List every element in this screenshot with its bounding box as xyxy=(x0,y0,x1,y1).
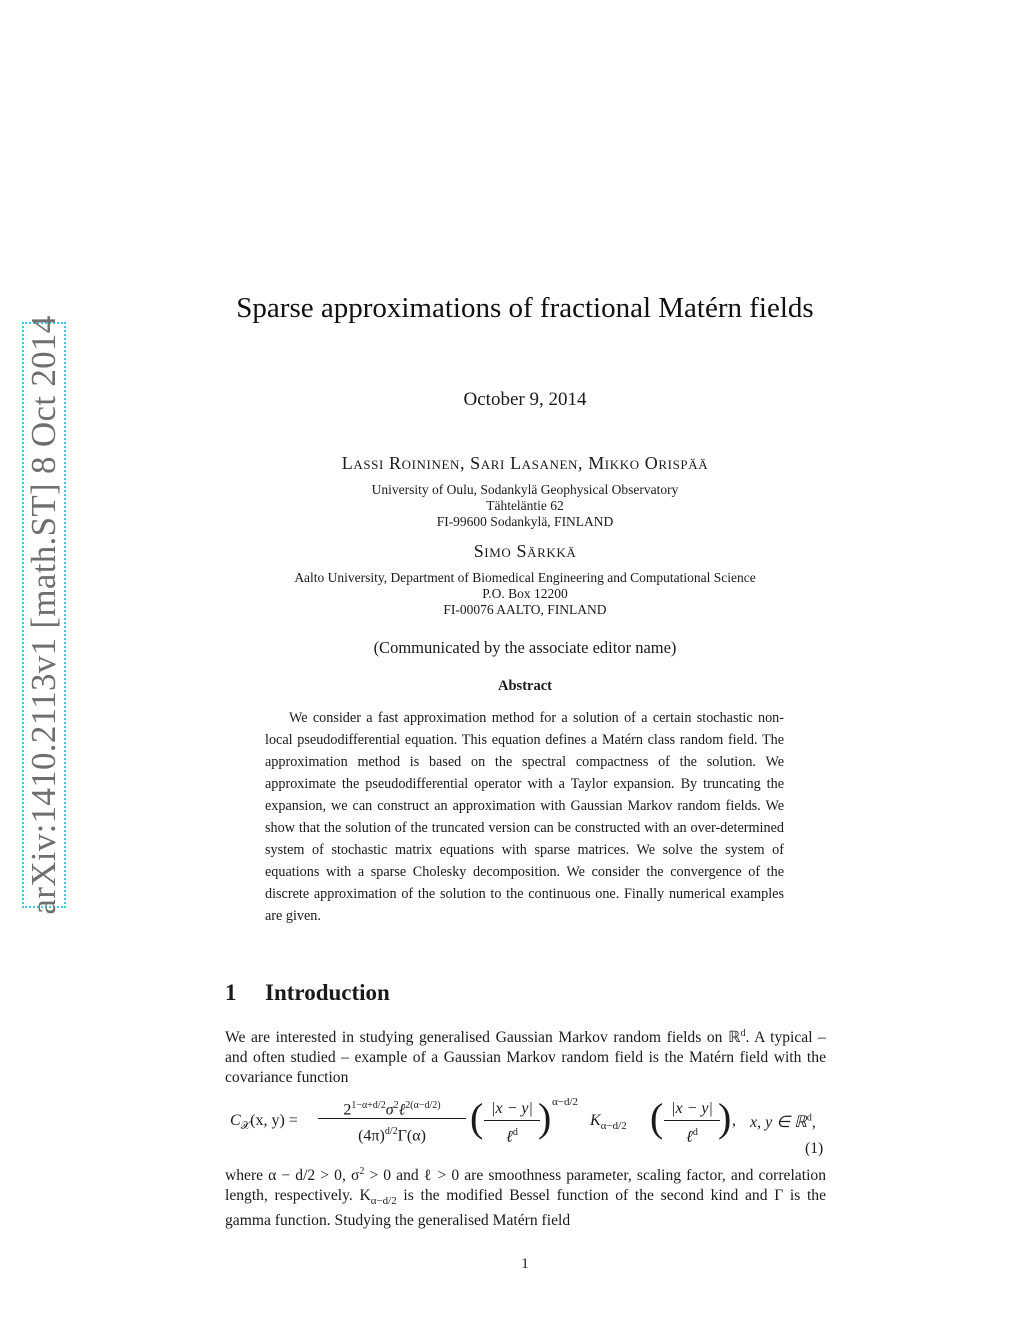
bessel-sub: α−d/2 xyxy=(600,1120,627,1133)
fraction-1-numerator xyxy=(318,1094,466,1119)
num-base: 2 xyxy=(343,1101,352,1119)
num-ell: ℓ xyxy=(398,1101,406,1119)
frac3-den: ℓ xyxy=(686,1128,693,1146)
lhs-args: (x, y) = xyxy=(250,1112,298,1129)
frac3-den-exp: d xyxy=(692,1127,698,1138)
abstract-text: We consider a fast approximation method for a solution of a certain stochastic non-local pseudodifferential equation. This equation defines a Matérn class random field. The approximation method is based on the spectral compactness of the solution. We approximate the pseudodifferential operator with a Taylor expansion. By truncating the expansion, we can construct an approximation with Gaussian Markov random fields. We show that the solution of the truncated version can be constructed with an over-determined system of stochastic matrix equations with sparse matrices. We solve the system of equations with a sparse Cholesky decomposition. We consider the convergence of the discrete approximation of the solution to the continuous one. Finally numerical examples are given. xyxy=(265,710,784,924)
equation-comma: , xyxy=(732,1112,736,1129)
frac2-den-exp: d xyxy=(512,1127,518,1138)
para2-sub: α−d/2 xyxy=(370,1195,397,1208)
covariance-equation xyxy=(230,1094,830,1150)
affiliation-1-line: University of Oulu, Sodankylä Geophysical Observatory xyxy=(371,482,679,497)
frac2-den: ℓ xyxy=(506,1128,513,1146)
num-sigma: σ xyxy=(385,1101,394,1119)
section-title: Introduction xyxy=(265,980,390,1005)
lhs-sub: 𝒳 xyxy=(240,1120,251,1133)
intro-paragraph-2 xyxy=(225,1162,826,1231)
affiliation-2-line: P.O. Box 12200 xyxy=(482,586,568,601)
left-paren-1: ( xyxy=(470,1095,484,1140)
para2-b: > 0 and ℓ > 0 are smoothness parameter, scaling factor, and correlation length, respectively. K xyxy=(225,1167,826,1205)
intro-sup: d xyxy=(740,1028,746,1039)
right-paren-1: ) xyxy=(538,1095,552,1140)
fraction-3 xyxy=(664,1098,720,1146)
bessel-term xyxy=(590,1112,627,1132)
den-a-exp: d/2 xyxy=(384,1126,398,1137)
bessel-symbol: K xyxy=(590,1112,601,1129)
para2-a: where α − d/2 > 0, σ xyxy=(225,1167,360,1185)
den-a: (4π) xyxy=(358,1127,385,1145)
abstract-heading: Abstract xyxy=(498,678,552,694)
power-exponent: α−d/2 xyxy=(552,1096,579,1108)
affiliation-2 xyxy=(0,570,1024,618)
lhs-symbol: C xyxy=(230,1112,241,1129)
num-ell-exp: 2(α−d/2) xyxy=(405,1100,441,1111)
frac2-num: |x − y| xyxy=(491,1100,533,1117)
den-b: Γ(α) xyxy=(397,1127,426,1145)
num-sigma-exp: 2 xyxy=(393,1100,399,1111)
intro-text-b: . A typical – and often studied – example of a Gaussian Markov random field is the Matérn field with the covariance function xyxy=(225,1029,826,1087)
domain-text: x, y ∈ ℝ xyxy=(750,1114,807,1131)
arxiv-identifier[interactable]: arXiv:1410.2113v1 [math.ST] 8 Oct 2014 xyxy=(24,315,63,915)
domain-exp: d xyxy=(806,1112,812,1124)
para2-c: is the modified Bessel function of the second kind and Γ is the gamma function. Studying the generalised Matérn field xyxy=(225,1187,827,1230)
author-list-1: Lassi Roininen, Sari Lasanen, Mikko Orispää xyxy=(341,453,709,473)
affiliation-1 xyxy=(0,482,1024,530)
author-list-2: Simo Särkkä xyxy=(473,541,577,561)
frac3-num: |x − y| xyxy=(671,1100,713,1117)
fraction-1-denominator xyxy=(318,1119,466,1143)
page-number: 1 xyxy=(521,1256,529,1272)
affiliation-2-line: FI-00076 AALTO, FINLAND xyxy=(443,602,607,617)
intro-text-a: We are interested in studying generalised Gaussian Markov random fields on ℝ xyxy=(225,1029,741,1047)
affiliation-2-line: Aalto University, Department of Biomedical Engineering and Computational Science xyxy=(294,570,756,585)
equation-number: (1) xyxy=(805,1140,824,1157)
fraction-1 xyxy=(318,1094,466,1143)
left-paren-2: ( xyxy=(650,1095,664,1140)
section-heading xyxy=(225,980,390,1006)
equation-lhs xyxy=(230,1112,298,1133)
equation-domain xyxy=(750,1112,816,1132)
section-number: 1 xyxy=(225,980,237,1005)
num-exp: 1−α+d/2 xyxy=(351,1100,386,1111)
right-paren-2: ) xyxy=(718,1095,732,1140)
paper-title: Sparse approximations of fractional Matérn fields xyxy=(236,292,814,324)
domain-end: , xyxy=(811,1114,816,1131)
paper-date: October 9, 2014 xyxy=(463,389,587,410)
affiliation-1-line: Tähteläntie 62 xyxy=(486,498,564,513)
fraction-2 xyxy=(484,1098,540,1146)
para2-sup: 2 xyxy=(359,1166,365,1177)
intro-paragraph-1 xyxy=(225,1024,826,1088)
communicated-note: (Communicated by the associate editor name) xyxy=(373,638,677,657)
affiliation-1-line: FI-99600 Sodankylä, FINLAND xyxy=(436,514,614,529)
